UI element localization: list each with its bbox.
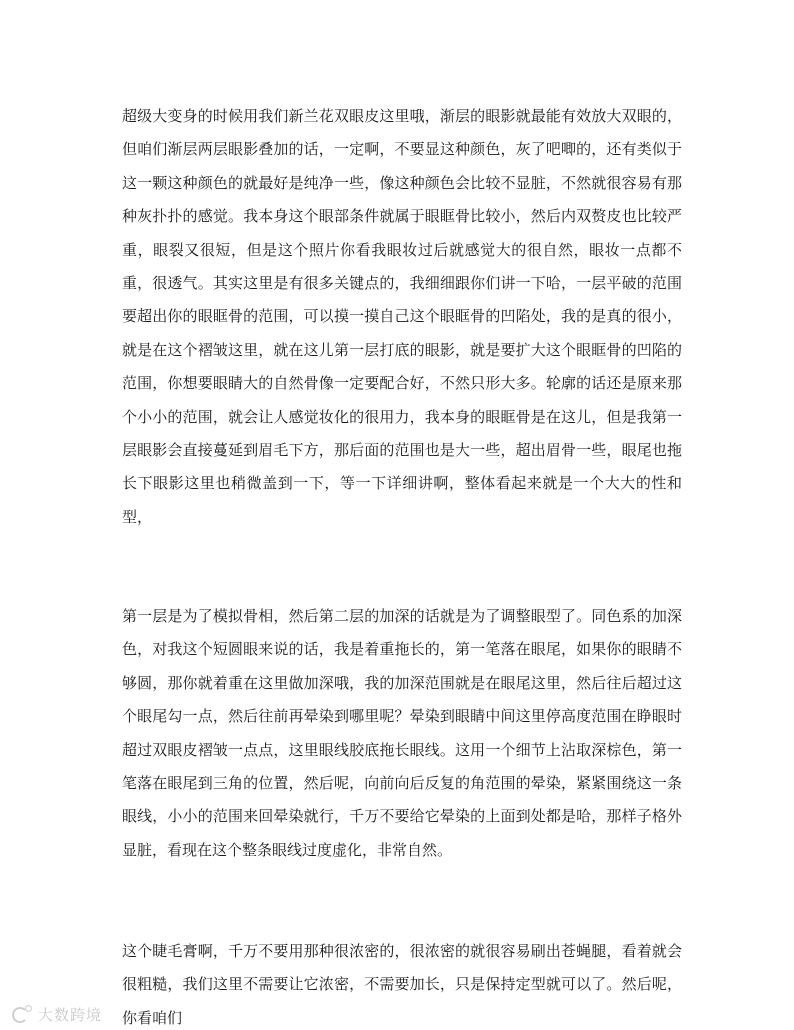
brand-logo-icon xyxy=(12,1005,34,1023)
paragraph-3: 这个睫毛膏啊，千万不要用那种很浓密的，很浓密的就很容易刷出苍蝇腿，看着就会很粗糙，我们这里不需要让它浓密，不需要加长，只是保持定型就可以了。然后呢，你看咱们 xyxy=(122,942,682,1027)
watermark-text: 大数跨境 xyxy=(38,1005,103,1024)
watermark xyxy=(12,1002,102,1026)
paragraph-2: 第一层是为了模拟骨相，然后第二层的加深的话就是为了调整眼型了。同色系的加深色，对我这个短圆眼来说的话，我是着重拖长的，第一笔落在眼尾，如果你的眼睛不够圆，那你就着重在这里做加深哦，我的加深范围就是在眼尾这里，然后往后超过这个眼尾勾一点，然后往前再晕染到哪里呢？晕染到眼睛中间这里停高度范围在睁眼时超过双眼皮褶皱一点点，这里眼线胶底拖长眼线。这用一个细节上沾取深棕色，第一笔落在眼尾到三角的位置，然后呢，向前向后反复的角范围的晕染，紧紧围绕这一条眼线，小小的范围来回晕染就行，千万不要给它晕染的上面到处都是哈，那样子格外显脏，看现在这个整条眼线过度虚化，非常自然。 xyxy=(122,607,682,859)
paragraph-1: 超级大变身的时候用我们新兰花双眼皮这里哦，渐层的眼影就最能有效放大双眼的，但咱们渐层两层眼影叠加的话，一定啊，不要显这种颜色，灰了吧唧的，还有类似于这一颗这种颜色的就最好是纯净一些，像这种颜色会比较不显脏，不然就很容易有那种灰扑扑的感觉。我本身这个眼部条件就属于眼眶骨比较小，然后内双赘皮也比较严重，眼裂又很短，但是这个照片你看我眼妆过后就感觉大的很自然，眼妆一点都不重，很透气。其实这里是有很多关键点的，我细细跟你们讲一下哈，一层平破的范围要超出你的眼眶骨的范围，可以摸一摸自己这个眼眶骨的凹陷处，我的是真的很小，就是在这个褶皱这里，就在这儿第一层打底的眼影，就是要扩大这个眼眶骨的凹陷的范围，你想要眼睛大的自然骨像一定要配合好，不然只形大多。轮廓的话还是原来那个小小的范围，就会让人感觉妆化的很用力，我本身的眼眶骨是在这儿，但是我第一层眼影会直接蔓延到眉毛下方，那后面的范围也是大一些，超出眉骨一些，眼尾也拖长下眼影这里也稍微盖到一下，等一下详细讲啊，整体看起来就是一个大大的性和型， xyxy=(122,107,682,526)
